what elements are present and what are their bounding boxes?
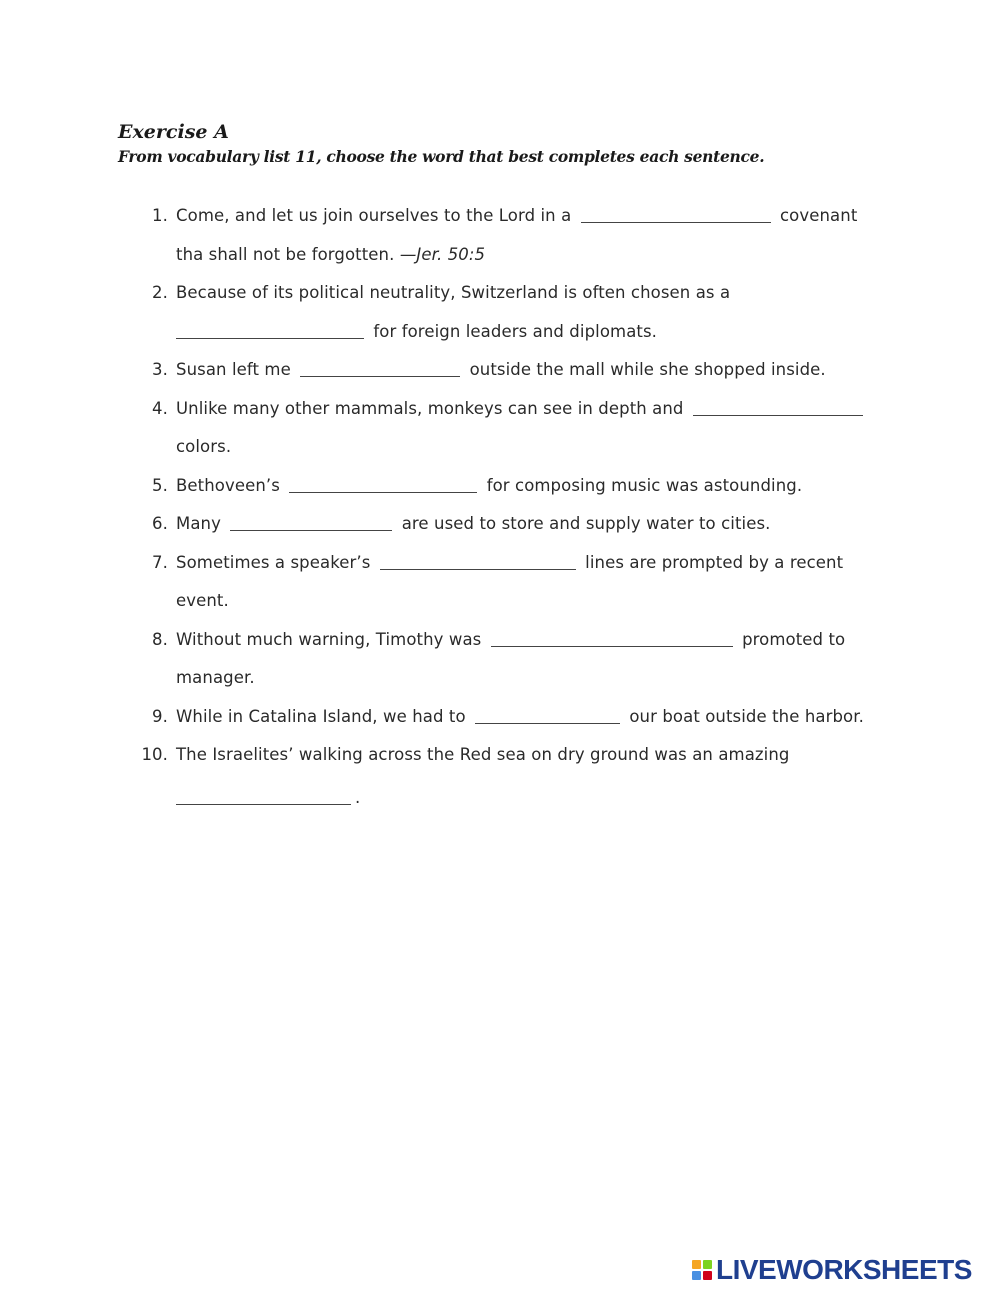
item-number: 5. — [152, 475, 168, 495]
sentence-line — [176, 779, 900, 818]
item-number: 8. — [152, 629, 168, 649]
sentence-text: tha shall not be forgotten. — [176, 244, 395, 264]
list-item — [140, 197, 900, 274]
answer-blank[interactable] — [176, 786, 351, 805]
sentence-text: Many — [176, 514, 221, 533]
list-item — [140, 351, 900, 390]
sentence-text: Sometimes a speaker’s — [176, 552, 371, 572]
logo-text: LIVEWORKSHEETS — [716, 1254, 972, 1285]
answer-blank[interactable] — [230, 512, 392, 531]
item-number: 4. — [152, 398, 168, 418]
item-number: 7. — [152, 552, 168, 572]
sentence-text: are used to store and supply water to cities. — [401, 514, 771, 533]
sentence-text: Unlike many other mammals, monkeys can see in depth and — [176, 398, 684, 418]
sentence-text: The Israelites’ walking across the Red sea on dry ground was an amazing — [176, 745, 790, 764]
item-number: 10. — [141, 745, 168, 764]
sentence-text: promoted to — [742, 629, 846, 649]
sentence-text: our boat outside the harbor. — [629, 706, 864, 726]
sentence-end: . — [355, 787, 361, 807]
logo-square — [692, 1260, 701, 1269]
logo-square — [692, 1271, 701, 1280]
sentence-line — [176, 736, 900, 775]
sentence-text: Susan left me — [176, 360, 291, 379]
sentence-text: While in Catalina Island, we had to — [176, 706, 466, 726]
sentence-text: colors. — [176, 437, 232, 456]
sentence-text: covenant — [780, 206, 858, 225]
sentence-line — [176, 428, 900, 467]
sentence-text: lines are prompted by a recent — [585, 552, 844, 572]
sentence-line — [176, 236, 900, 275]
list-item — [140, 544, 900, 621]
logo-square — [703, 1271, 712, 1280]
answer-blank[interactable] — [289, 474, 477, 493]
sentence-line — [176, 582, 900, 621]
answer-blank[interactable] — [176, 320, 364, 339]
item-number: 3. — [152, 360, 168, 379]
list-item — [140, 736, 900, 817]
sentence-line — [176, 659, 900, 698]
sentence-text: outside the mall while she shopped inside. — [469, 360, 826, 379]
sentence-text: for composing music was astounding. — [486, 475, 803, 495]
list-item — [140, 698, 900, 737]
answer-blank[interactable] — [581, 204, 771, 223]
sentence-text: event. — [176, 591, 229, 610]
question-list — [140, 197, 900, 817]
sentence-line — [176, 390, 900, 429]
sentence-line — [176, 621, 900, 660]
item-number: 1. — [152, 206, 168, 225]
sentence-text: for foreign leaders and diplomats. — [373, 321, 658, 341]
exercise-heading — [118, 118, 764, 168]
sentence-text: Because of its political neutrality, Switzerland is often chosen as a — [176, 283, 731, 302]
sentence-text: manager. — [176, 668, 255, 687]
answer-blank[interactable] — [300, 358, 460, 377]
item-number: 2. — [152, 283, 168, 302]
answer-blank[interactable] — [380, 551, 576, 570]
sentence-line — [176, 313, 900, 352]
liveworksheets-logo — [692, 1255, 972, 1285]
sentence-text: Bethoveen’s — [176, 475, 280, 495]
list-item — [140, 274, 900, 351]
list-item — [140, 390, 900, 467]
exercise-instruction: From vocabulary list 11, choose the word that best completes each sentence. — [118, 147, 765, 166]
exercise-title: Exercise A — [118, 121, 229, 143]
sentence-line — [176, 544, 900, 583]
item-number: 6. — [152, 514, 168, 533]
item-number: 9. — [152, 706, 168, 726]
scripture-citation: —Jer. 50:5 — [399, 244, 486, 264]
logo-square — [703, 1260, 712, 1269]
answer-blank[interactable] — [491, 628, 733, 647]
sentence-text: Come, and let us join ourselves to the Lord in a — [176, 206, 572, 225]
answer-blank[interactable] — [693, 397, 863, 416]
answer-blank[interactable] — [475, 705, 620, 724]
liveworksheets-logo-icon — [692, 1260, 712, 1280]
sentence-text: Without much warning, Timothy was — [176, 629, 482, 649]
list-item — [140, 467, 900, 506]
list-item — [140, 505, 900, 544]
sentence-line — [176, 197, 900, 236]
list-item — [140, 621, 900, 698]
sentence-line — [176, 274, 900, 313]
